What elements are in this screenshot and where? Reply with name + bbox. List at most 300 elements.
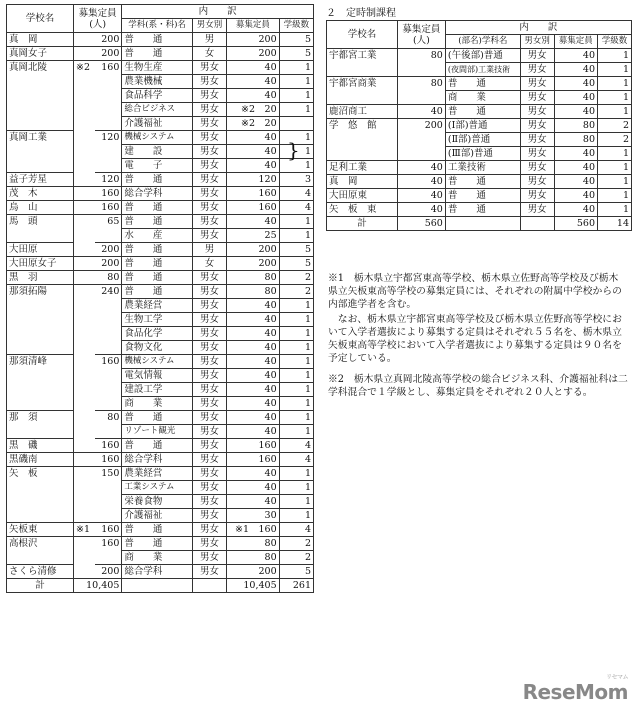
total-quota: 200 <box>95 33 122 47</box>
class-count: 1 <box>598 105 632 119</box>
course-name: 総合学科 <box>122 565 192 579</box>
note-mark <box>74 439 96 453</box>
course-name: 普 通 <box>445 175 520 189</box>
gender: 男女 <box>520 147 554 161</box>
class-count: 1 <box>279 495 313 509</box>
course-name: (夜間部)工業技術 <box>445 63 520 77</box>
school-name <box>7 145 74 159</box>
school-name <box>327 63 398 77</box>
note-mark <box>74 215 96 229</box>
school-name: 黒 羽 <box>7 271 74 285</box>
total-quota: 150 <box>95 467 122 481</box>
class-count: 1 <box>279 75 313 89</box>
school-name: 馬 頭 <box>7 215 74 229</box>
note-mark <box>74 565 96 579</box>
course-quota: 40 <box>554 189 597 203</box>
gender: 男女 <box>192 89 226 103</box>
gender: 男 <box>192 243 226 257</box>
gender: 男女 <box>192 355 226 369</box>
gender: 男女 <box>192 523 226 537</box>
course-quota: 200 <box>227 243 279 257</box>
total-quota <box>95 75 122 89</box>
class-count: 1 <box>279 145 313 159</box>
course-name: 普 通 <box>122 257 192 271</box>
school-name: 那 須 <box>7 411 74 425</box>
table-row <box>7 369 314 383</box>
class-count: 5 <box>279 47 313 61</box>
school-name <box>7 89 74 103</box>
table-row <box>7 47 314 61</box>
total-quota <box>95 299 122 313</box>
table-row <box>7 117 314 131</box>
parttime-rows <box>327 49 632 217</box>
total-quota: 10,405 <box>227 579 279 593</box>
gender: 男女 <box>192 383 226 397</box>
school-name <box>7 313 74 327</box>
note-2: ※2 栃木県立真岡北陵高等学校の総合ビジネス科、介護福祉科は二学科混合で１学級とし、募集定員をそれぞれ２０人とする。 <box>328 374 628 398</box>
note-mark <box>74 47 96 61</box>
course-name: (Ⅲ部)普通 <box>445 147 520 161</box>
course-name: 生物生産 <box>122 61 192 75</box>
footnotes <box>328 272 628 407</box>
gender: 男女 <box>192 131 226 145</box>
school-name <box>7 495 74 509</box>
table-row <box>7 285 314 299</box>
course-quota: 40 <box>227 313 279 327</box>
table-row <box>7 383 314 397</box>
course-name: リゾート観光 <box>122 425 192 439</box>
total-quota: 40 <box>398 203 446 217</box>
gender: 男女 <box>520 105 554 119</box>
class-count: 5 <box>279 257 313 271</box>
class-count: 5 <box>279 33 313 47</box>
class-count: 1 <box>279 103 313 117</box>
total-quota: 40 <box>398 105 446 119</box>
class-count: 1 <box>279 369 313 383</box>
course-name: 普 通 <box>122 33 192 47</box>
school-name <box>7 509 74 523</box>
school-name: 大田原 <box>7 243 74 257</box>
course-quota: 40 <box>227 369 279 383</box>
course-name: 総合学科 <box>122 453 192 467</box>
header-classes-2: 学級数 <box>598 35 632 49</box>
gender: 男女 <box>192 509 226 523</box>
table-row <box>7 537 314 551</box>
total-value-2: 560 <box>398 217 446 231</box>
school-name: 益子芳星 <box>7 173 74 187</box>
course-name: 普 通 <box>122 215 192 229</box>
total-quota <box>95 89 122 103</box>
course-quota: 40 <box>554 105 597 119</box>
course-quota: 40 <box>227 425 279 439</box>
gender: 男女 <box>192 439 226 453</box>
header-school: 学校名 <box>7 5 74 33</box>
course-quota: 40 <box>227 383 279 397</box>
total-label: 計 <box>7 579 74 593</box>
school-name <box>327 133 398 147</box>
total-quota <box>398 63 446 77</box>
table-row <box>7 523 314 537</box>
total-quota <box>95 509 122 523</box>
header-course-2: (部名)学科名 <box>445 35 520 49</box>
school-name: 真岡女子 <box>7 47 74 61</box>
class-count: 1 <box>279 299 313 313</box>
course-quota: 160 <box>227 439 279 453</box>
course-name: 介護福祉 <box>122 509 192 523</box>
note-mark <box>74 467 96 481</box>
course-name: 商 業 <box>122 397 192 411</box>
gender: 男女 <box>192 159 226 173</box>
header-breakdown: 内 訳 <box>122 5 314 19</box>
gender: 男女 <box>520 91 554 105</box>
course-quota: 40 <box>554 63 597 77</box>
table-row <box>7 271 314 285</box>
class-count: 1 <box>279 397 313 411</box>
school-name <box>7 383 74 397</box>
note-mark <box>74 117 96 131</box>
logo-text: ReseMom <box>522 680 628 704</box>
gender: 男女 <box>192 215 226 229</box>
course-name: 総合ビジネス <box>122 103 192 117</box>
table-row <box>7 425 314 439</box>
total-quota <box>95 117 122 131</box>
course-quota: 160 <box>227 201 279 215</box>
gender: 男女 <box>192 271 226 285</box>
gender: 男女 <box>192 145 226 159</box>
total-quota: 120 <box>95 173 122 187</box>
total-quota <box>95 229 122 243</box>
school-name <box>7 397 74 411</box>
total-quota <box>95 551 122 565</box>
class-count: 3 <box>279 173 313 187</box>
note-mark <box>74 369 96 383</box>
class-count: 1 <box>279 425 313 439</box>
course-quota: 40 <box>554 49 597 63</box>
total-quota <box>398 147 446 161</box>
gender: 男女 <box>520 175 554 189</box>
parttime-quota-table <box>326 20 632 231</box>
school-name: 大田原女子 <box>7 257 74 271</box>
table-row <box>7 341 314 355</box>
class-count: 1 <box>279 509 313 523</box>
gender: 男女 <box>192 425 226 439</box>
total-quota <box>95 103 122 117</box>
table-row <box>7 551 314 565</box>
gender: 男女 <box>520 189 554 203</box>
table-row <box>7 61 314 75</box>
total-quota <box>95 313 122 327</box>
school-name: 茂 木 <box>7 187 74 201</box>
gender: 男女 <box>192 187 226 201</box>
total-classes-2: 14 <box>598 217 632 231</box>
gender: 男 <box>192 33 226 47</box>
school-name <box>7 159 74 173</box>
gender: 男女 <box>520 203 554 217</box>
school-name: 宇都宮商業 <box>327 77 398 91</box>
class-count: 1 <box>279 159 313 173</box>
course-quota: 40 <box>227 89 279 103</box>
table-row <box>327 119 632 133</box>
course-name: 建設工学 <box>122 383 192 397</box>
school-name <box>7 299 74 313</box>
class-count: 1 <box>598 189 632 203</box>
note-mark <box>74 89 96 103</box>
course-quota: 80 <box>554 119 597 133</box>
note-mark <box>74 33 96 47</box>
course-name: 農業機械 <box>122 75 192 89</box>
course-quota: 80 <box>227 537 279 551</box>
school-name <box>7 229 74 243</box>
school-name: 大田原東 <box>327 189 398 203</box>
course-quota: ※2 20 <box>227 117 279 131</box>
table-row <box>7 243 314 257</box>
course-quota: 40 <box>227 327 279 341</box>
course-quota: 40 <box>227 481 279 495</box>
note-mark <box>74 551 96 565</box>
course-name: 生物工学 <box>122 313 192 327</box>
total-quota: 160 <box>95 201 122 215</box>
table-row <box>7 481 314 495</box>
note-mark <box>74 187 96 201</box>
course-name: 普 通 <box>122 537 192 551</box>
note-mark <box>74 453 96 467</box>
course-name: 電気情報 <box>122 369 192 383</box>
total-quota <box>95 145 122 159</box>
course-name: (Ⅰ部)普通 <box>445 119 520 133</box>
school-name <box>7 369 74 383</box>
course-name: 普 通 <box>122 285 192 299</box>
course-quota: 40 <box>227 159 279 173</box>
header-total: 募集定員 (人) <box>74 5 122 33</box>
total-quota <box>398 133 446 147</box>
total-quota <box>95 481 122 495</box>
header-total-2: 募集定員 (人) <box>398 21 446 49</box>
gender: 男女 <box>192 551 226 565</box>
course-quota: 200 <box>227 257 279 271</box>
note-mark <box>74 243 96 257</box>
gender: 男女 <box>192 327 226 341</box>
school-name: 那須清峰 <box>7 355 74 369</box>
total-quota: 40 <box>398 175 446 189</box>
course-quota: 80 <box>227 285 279 299</box>
school-name <box>327 147 398 161</box>
school-name: 烏 山 <box>7 201 74 215</box>
class-count: 2 <box>598 119 632 133</box>
gender: 男女 <box>192 369 226 383</box>
gender: 男女 <box>192 397 226 411</box>
gender: 男女 <box>192 537 226 551</box>
class-count: 4 <box>279 187 313 201</box>
class-count: 2 <box>279 551 313 565</box>
school-name: 矢板東 <box>7 523 74 537</box>
class-count <box>279 117 313 131</box>
course-quota: 30 <box>227 509 279 523</box>
course-quota: 40 <box>227 145 279 159</box>
table-row <box>327 91 632 105</box>
course-quota: 40 <box>227 299 279 313</box>
school-name: 矢 板 東 <box>327 203 398 217</box>
course-quota: 40 <box>554 161 597 175</box>
note-mark <box>74 299 96 313</box>
table-row <box>7 89 314 103</box>
fulltime-quota-table <box>6 4 314 593</box>
class-count: 1 <box>279 355 313 369</box>
school-name: 矢 板 <box>7 467 74 481</box>
class-count: 2 <box>598 133 632 147</box>
class-count: 4 <box>279 201 313 215</box>
table-row <box>327 189 632 203</box>
table-row <box>7 145 314 159</box>
total-quota: 80 <box>95 411 122 425</box>
total-quota: 160 <box>95 439 122 453</box>
table-row <box>7 103 314 117</box>
note-mark <box>74 341 96 355</box>
table-row <box>7 411 314 425</box>
school-name: 足利工業 <box>327 161 398 175</box>
total-quota <box>95 397 122 411</box>
class-count: 1 <box>598 77 632 91</box>
total-quota: 40 <box>398 189 446 203</box>
course-quota: 160 <box>227 453 279 467</box>
total-quota <box>95 383 122 397</box>
note-mark <box>74 285 96 299</box>
gender: 男女 <box>192 411 226 425</box>
total-quota: 200 <box>95 565 122 579</box>
course-name: 普 通 <box>122 523 192 537</box>
class-count: 1 <box>279 327 313 341</box>
course-name: (午後部)普通 <box>445 49 520 63</box>
table-row <box>327 63 632 77</box>
school-name: 黒 磯 <box>7 439 74 453</box>
table-row <box>327 203 632 217</box>
total-quota: 200 <box>398 119 446 133</box>
note-1b: なお、栃木県立宇都宮東高等学校及び栃木県立佐野高等学校において入学者選抜により募集する定員はそれぞれ５５名を、栃木県立矢板東高等学校において入学者選抜により募集する定員は９０名を予定している。 <box>328 314 622 364</box>
gender: 女 <box>192 47 226 61</box>
note-mark <box>74 425 96 439</box>
course-name: 普 通 <box>445 203 520 217</box>
table-row <box>7 159 314 173</box>
course-name: 普 通 <box>122 243 192 257</box>
gender: 男女 <box>520 63 554 77</box>
total-quota: 160 <box>95 187 122 201</box>
class-count: 1 <box>598 49 632 63</box>
gender: 男女 <box>192 229 226 243</box>
total-quota <box>95 327 122 341</box>
school-name <box>7 481 74 495</box>
header-classes: 学級数 <box>279 19 313 33</box>
course-quota: 40 <box>227 411 279 425</box>
gender: 男女 <box>192 75 226 89</box>
course-name: (Ⅱ部)普通 <box>445 133 520 147</box>
class-count: 1 <box>598 63 632 77</box>
gender: 男女 <box>192 481 226 495</box>
class-count: 1 <box>279 229 313 243</box>
course-quota: 40 <box>227 61 279 75</box>
note-mark <box>74 481 96 495</box>
gender: 男女 <box>520 77 554 91</box>
class-count: 2 <box>279 271 313 285</box>
course-quota: 40 <box>554 203 597 217</box>
header-gender: 男女別 <box>192 19 226 33</box>
course-quota: 25 <box>227 229 279 243</box>
table-row <box>7 397 314 411</box>
school-name: 真岡北陵 <box>7 61 74 75</box>
course-quota: 80 <box>227 271 279 285</box>
note-1: ※1 栃木県立宇都宮東高等学校、栃木県立佐野高等学校及び栃木県立矢板東高等学校の募集定員には、それぞれの附属中学校からの内部進学者を含む。 <box>328 273 622 310</box>
total-quota-2: 560 <box>554 217 597 231</box>
course-quota: 40 <box>554 77 597 91</box>
note-mark <box>74 159 96 173</box>
course-name: 介護福祉 <box>122 117 192 131</box>
course-name: 食品化学 <box>122 327 192 341</box>
total-quota <box>95 159 122 173</box>
course-quota: 40 <box>227 467 279 481</box>
class-count: 4 <box>279 453 313 467</box>
school-name: 真 岡 <box>7 33 74 47</box>
school-name: さくら清修 <box>7 565 74 579</box>
gender: 男女 <box>192 313 226 327</box>
school-name: 真 岡 <box>327 175 398 189</box>
total-quota <box>95 425 122 439</box>
note-mark <box>74 397 96 411</box>
table-row <box>7 215 314 229</box>
class-count: 5 <box>279 243 313 257</box>
course-name: 普 通 <box>122 271 192 285</box>
class-count: 1 <box>598 91 632 105</box>
note-mark <box>74 271 96 285</box>
table-row <box>327 175 632 189</box>
table-row <box>7 313 314 327</box>
class-count: 1 <box>279 341 313 355</box>
school-name <box>7 103 74 117</box>
course-quota: 40 <box>554 147 597 161</box>
course-name: 普 通 <box>445 77 520 91</box>
school-name: 鹿沼商工 <box>327 105 398 119</box>
class-count: 1 <box>279 215 313 229</box>
table-row <box>327 133 632 147</box>
school-name <box>7 341 74 355</box>
total-quota: 160 <box>95 61 122 75</box>
table-row <box>7 257 314 271</box>
course-name: 農業経営 <box>122 299 192 313</box>
school-name <box>7 551 74 565</box>
gender: 男女 <box>192 103 226 117</box>
table-row <box>327 77 632 91</box>
course-name: 普 通 <box>122 173 192 187</box>
gender: 男女 <box>192 117 226 131</box>
header-quota-2: 募集定員 <box>554 35 597 49</box>
gender: 男女 <box>192 61 226 75</box>
note-mark <box>74 383 96 397</box>
total-quota: 65 <box>95 215 122 229</box>
table-row <box>327 147 632 161</box>
course-quota: 40 <box>227 215 279 229</box>
school-name: 高根沢 <box>7 537 74 551</box>
header-course: 学科(系・科)名 <box>122 19 192 33</box>
total-quota: 160 <box>95 355 122 369</box>
total-quota: 160 <box>95 523 122 537</box>
total-quota: 160 <box>95 453 122 467</box>
class-count: 1 <box>598 203 632 217</box>
note-mark <box>74 257 96 271</box>
table-row <box>7 75 314 89</box>
school-name <box>7 75 74 89</box>
course-quota: 40 <box>227 131 279 145</box>
logo-kana: リセマム <box>606 674 628 681</box>
note-mark: ※2 <box>74 61 96 75</box>
table-row <box>7 495 314 509</box>
course-name: 商 業 <box>445 91 520 105</box>
